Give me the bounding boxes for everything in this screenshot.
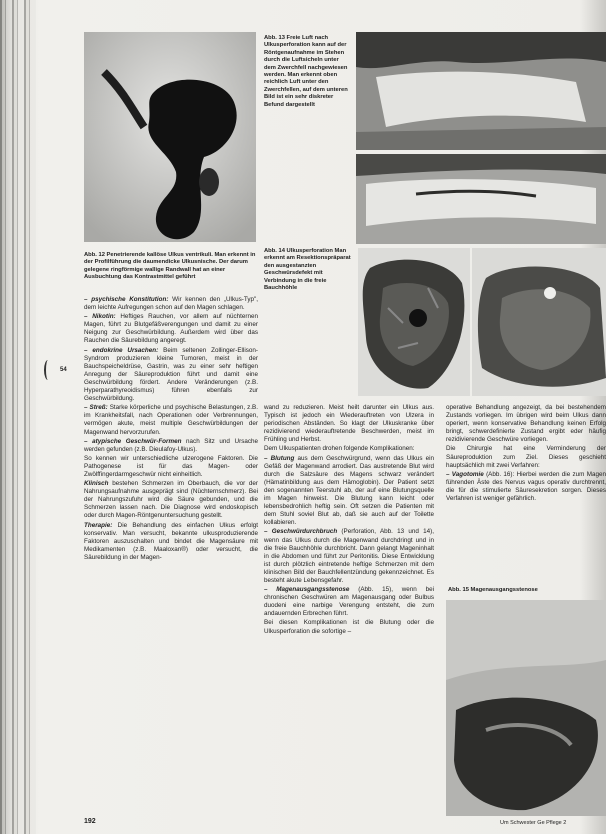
figure-13-xray-bottom	[356, 154, 606, 244]
figure-13-xray-top	[356, 32, 606, 150]
text-column-left	[84, 296, 258, 563]
paragraph-lead-term: – Vagotomie	[446, 470, 484, 478]
paragraph	[446, 445, 606, 469]
paragraph-text: Heftiges Rauchen, vor allem auf nüchternen Magen, führt zu Blutgefäßverengungen und damit zu einer Neigung zur Geschwürbildung. Außerdem wird über das Rauchen die Säurebildung angeregt.	[84, 313, 258, 345]
paragraph-lead-term: – endokrine Ursachen:	[84, 346, 159, 354]
paragraph-lead-term: – Blutung	[264, 454, 295, 462]
paragraph	[84, 313, 258, 345]
margin-reference-mark: 54	[60, 367, 67, 373]
paragraph	[84, 522, 258, 562]
margin-bracket	[44, 360, 52, 380]
paragraph-lead-term: Therapie:	[84, 521, 113, 529]
paragraph-text: bestehen Schmerzen im Oberbauch, die vor der Nahrungsaufnahme ausgeprägt sind (Nüchternschmerz). Bei der Nahrungszufuhr wird die Säure gebunden, und die Schmerzen lassen nach. Die Diagnose wird endoskopisch oder durch Magen-Röntgenuntersuchung gestellt.	[84, 480, 258, 520]
figure-12-caption: Abb. 12 Penetrierende kallöse Ulkus ventrikuli. Man erkennt in der Profilführung die daumendicke Ulkusnische. Der darum gelegene ringförmige wallige Randwall hat an einer Ausbuchtung das Kontrastmittel geführt	[84, 252, 256, 281]
paragraph	[84, 347, 258, 404]
pyloric-stenosis-xray	[446, 600, 606, 816]
free-air-xray-bottom	[356, 154, 606, 244]
figure-15-caption: Abb. 15 Magenausgangsstenose	[448, 587, 538, 593]
stomach-xray-image	[84, 32, 256, 242]
paragraph	[264, 445, 434, 453]
paragraph-lead-term: – psychische Konstitution:	[84, 296, 169, 303]
paragraph-text: Starke körperliche und psychische Belastungen, z.B. im Krankheitsfall, nach Operationen oder Verbrennungen, vermögen akute, meist multiple Geschwürbildungen der Magenwand hervorzurufen.	[84, 404, 258, 436]
paragraph-lead-term: – Streß:	[84, 404, 108, 412]
paragraph-text: Dem Ulkuspatienten drohen folgende Komplikationen:	[264, 445, 415, 453]
paragraph-lead-term: – atypische Geschwür-Formen	[84, 437, 182, 445]
paragraph-text: aus dem Geschwürgrund, wenn das Ulkus ein Gefäß der Magenwand arrodiert. Das austretende Blut wird durch die Salzsäure des Magens schwarz verändert (Hämatinbildung aus dem Hämoglobin). Der Patient setzt den sogenannten Teerstuhl ab, der auf eine Blutungsquelle im Magen hinweist. Die Blutung kann leicht oder lebensbedrohlich heftig sein. Oft setzen die Patienten mit dem Stuhl soviel Blut ab, daß sie auch auf der Toilette kollabieren.	[264, 454, 435, 527]
paragraph-text: (Abb. 15), wenn bei chronischen Geschwüren am Magenausgang oder Bulbus duodeni eine narbige Verengung entsteht, die zum andauernden Erbrechen führt.	[264, 586, 434, 618]
paragraph-text: Die Behandlung des einfachen Ulkus erfolgt konservativ. Man versucht, bekannte ulkusproduzierende Faktoren auszuschalten und bindet die Magensäure mit Medikamenten (z.B. Maaloxan®) oder versucht, die Säurebildung in der Magen-	[84, 521, 258, 561]
paragraph-text: (Abb. 16): Hierbei werden die zum Magen führenden Äste des Nervus vagus operativ durchtrennt, die für die stimulierte Säuresekretion sorgen. Dieses Verfahren ist weniger gefährlich.	[446, 470, 606, 503]
paragraph-text: operative Behandlung angezeigt, da bei bestehendem Zustands vorliegen. Im übrigen wird beim Ulkus dann operiert, wenn konservative Behandlung keinen Erfolg bringt, schwerdefinierte Zustand ergibt eder häufig rezidivierende Geschwüre vorliegen.	[446, 404, 606, 444]
free-air-xray-top	[356, 32, 606, 150]
figure-14-specimen-left	[358, 248, 470, 396]
paragraph-text: (Perforation, Abb. 13 und 14), wenn das Ulkus durch die Magenwand durchdringt und in die freie Bauchhöhle durchbricht. Dann gelangt Mageninhalt in die Abdomen und führt zur Peritonitis. Diese Entwicklung ist durch plötzlich eintretende heftige Schmerzen mit dem klinischen Bild der Bauchfellentzündung gekennzeichnet. Es besteht akute Lebensgefahr.	[264, 528, 434, 584]
paragraph	[446, 471, 606, 503]
paragraph	[84, 438, 258, 454]
figure-15-xray	[446, 600, 606, 816]
paragraph-lead-term: – Nikotin:	[84, 313, 116, 321]
paragraph	[264, 404, 434, 444]
paragraph-lead-term: – Geschwürdurchbruch	[264, 528, 338, 536]
paragraph	[84, 480, 258, 520]
footer-running-title: Um Schwester Ge Pflege 2	[500, 820, 567, 826]
paragraph-lead-term: Klinisch	[84, 480, 109, 488]
paragraph	[446, 404, 606, 444]
paragraph	[264, 528, 434, 585]
paragraph-text: So kennen wir unterschiedliche ulzerogene Faktoren. Die Pathogenese ist für das Magen- oder Zwölffingerdarmgeschwür nicht einheitlich.	[84, 454, 258, 478]
paragraph-lead-term: – Magenausgangsstenose	[264, 586, 350, 594]
figure-14-caption: Abb. 14 Ulkusperforation Man erkennt am Resektionspräparat den ausgestanzten Geschwürsdefekt mit Verbindung in die freie Bauchhöhle	[264, 248, 351, 292]
figure-12-xray	[84, 32, 256, 242]
text-column-right	[446, 404, 606, 504]
paragraph	[84, 455, 258, 479]
text-column-middle	[264, 404, 434, 637]
paragraph-text: Die Chirurgie hat eine Verminderung der Säureproduktion zum Ziel. Dieses geschieht hauptsächlich mit zwei Verfahren:	[446, 445, 606, 469]
paragraph-text: wand zu reduzieren. Meist heilt darunter ein Ulkus aus. Typisch ist jedoch ein Wiederauftreten von Ulzera in periodischen Abständen. So klagt der Ulkuskranke über rezidivierend wiederauftretende Beschwerden, meist im Frühling und Herbst.	[264, 404, 434, 444]
paragraph	[264, 586, 434, 618]
paragraph	[84, 296, 258, 312]
paragraph-text: nach Sitz und Ursache werden gefunden (z.B. Dieulafoy-Ulkus).	[84, 437, 258, 453]
paragraph-text: Wir kennen den „Ulkus-Typ", dem leichte Aufregungen schon auf den Magen schlagen.	[84, 296, 258, 312]
resection-specimen-left	[358, 248, 470, 396]
paragraph	[264, 455, 434, 528]
resection-specimen-right	[472, 248, 606, 396]
paragraph-text: Beim seltenen Zollinger-Ellison-Syndrom produzieren kleine Tumoren, meist in der Bauchspeicheldrüse, Gastrin, was zu einer sehr heftigen Anregung der Säureproduktion führt und damit eine Geschwürbildung fördert. Andere Veränderungen (z.B. Hyperparathyreoidismus) führen ebenfalls zur Geschwürbildung.	[84, 346, 258, 403]
paragraph	[264, 619, 434, 635]
book-binding-shadow	[0, 0, 36, 834]
paragraph-text: Bei diesen Komplikationen ist die Blutung oder die Ulkusperforation die sofortige –	[264, 619, 434, 635]
figure-14-specimen-right	[472, 248, 606, 396]
page-number: 192	[84, 818, 96, 825]
figure-13-caption: Abb. 13 Freie Luft nach Ulkusperforation kann auf der Röntgenaufnahme im Stehen durch die Luftsicheln unter dem Zwerchfell nachgewiesen werden. Man erkennt oben reichlich Luft unter den Zwerchfellen, auf dem unteren Bild ist ein sehr diskreter Befund dargestellt	[264, 35, 348, 108]
paragraph	[84, 404, 258, 436]
